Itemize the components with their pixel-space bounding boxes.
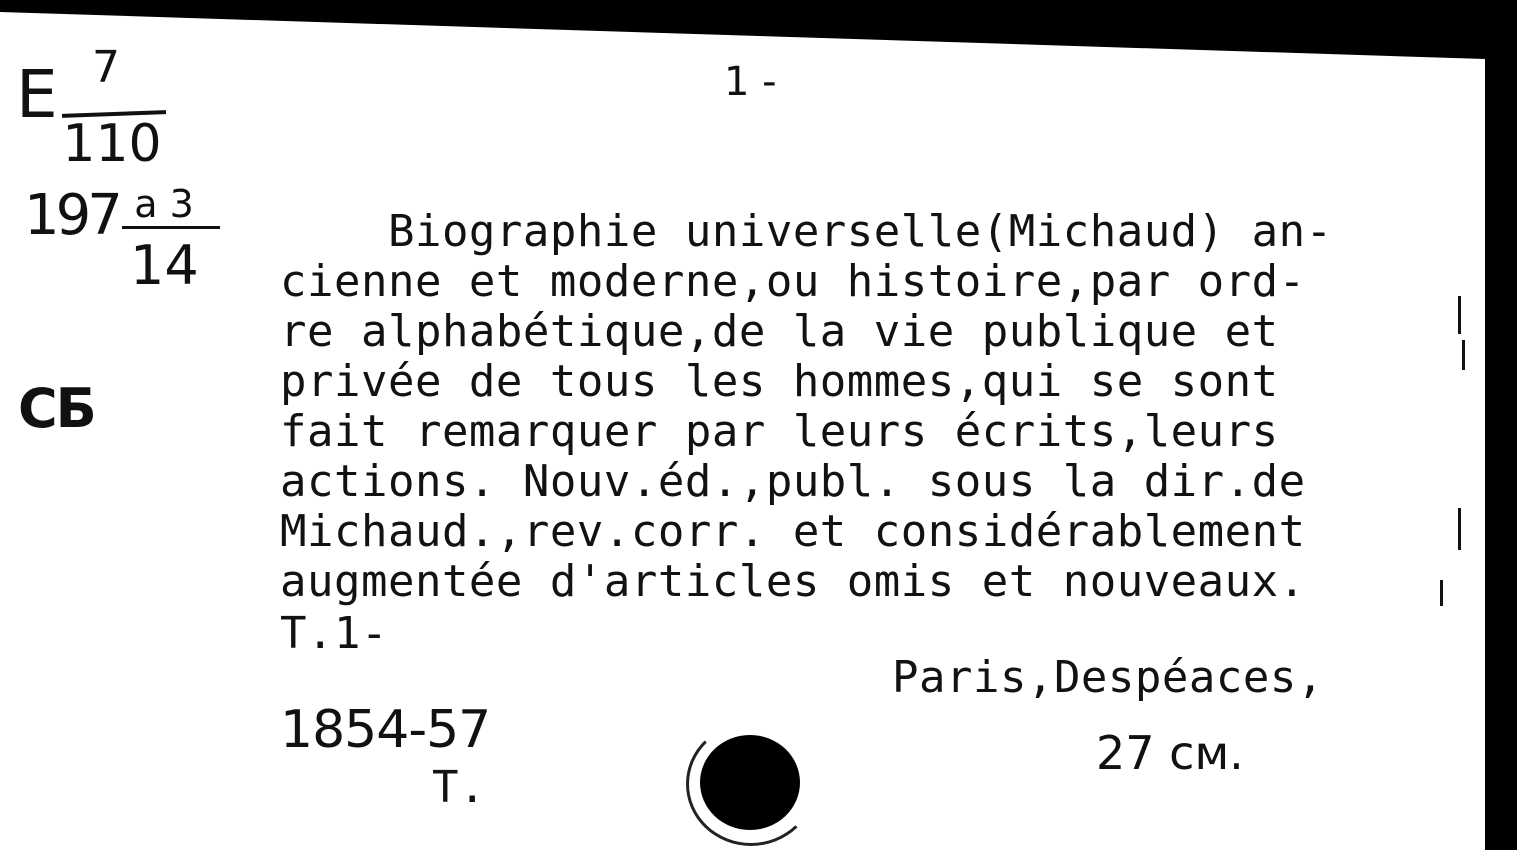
margin-mark bbox=[1440, 580, 1443, 606]
scan-border-top bbox=[0, 0, 1517, 60]
margin-mark bbox=[1458, 508, 1461, 550]
title-line-6: actions. Nouv.éd.,publ. sous la dir.de bbox=[280, 456, 1306, 507]
margin-mark bbox=[1458, 296, 1461, 334]
title-line-8: augmentée d'articles omis et nouveaux. bbox=[280, 556, 1306, 607]
shelf-code-numerator: a 3 bbox=[134, 182, 194, 226]
title-line-2: cienne et moderne,ou histoire,par ord- bbox=[280, 256, 1306, 307]
location-code: CБ bbox=[18, 377, 95, 440]
shelf-code-denominator: 14 bbox=[130, 234, 199, 297]
shelf-code-prefix: 197 bbox=[24, 183, 119, 248]
shelf-code-fraction-bar bbox=[122, 226, 220, 229]
punch-hole bbox=[700, 735, 800, 830]
call-number-letter: E bbox=[16, 56, 58, 133]
title-line-9: T.1- bbox=[280, 608, 388, 659]
title-line-7: Michaud.,rev.corr. et considérablement bbox=[280, 506, 1306, 557]
scan-border-right bbox=[1485, 0, 1517, 850]
publisher: Paris,Despéaces, bbox=[892, 652, 1324, 703]
title-line-4: privée de tous les hommes,qui se sont bbox=[280, 356, 1279, 407]
title-line-3: re alphabétique,de la vie publique et bbox=[280, 306, 1279, 357]
size: 27 см. bbox=[1096, 726, 1244, 780]
margin-mark bbox=[1462, 340, 1465, 370]
publication-years: 1854-57 bbox=[280, 700, 491, 760]
title-line-1: Biographie universelle(Michaud) an- bbox=[280, 206, 1333, 257]
title-line-5: fait remarquer par leurs écrits,leurs bbox=[280, 406, 1279, 457]
page-marker: 1 - bbox=[724, 59, 777, 105]
call-number-numerator: 7 bbox=[92, 42, 120, 93]
call-number-denominator: 110 bbox=[62, 114, 162, 174]
volume-label: T. bbox=[432, 762, 486, 813]
